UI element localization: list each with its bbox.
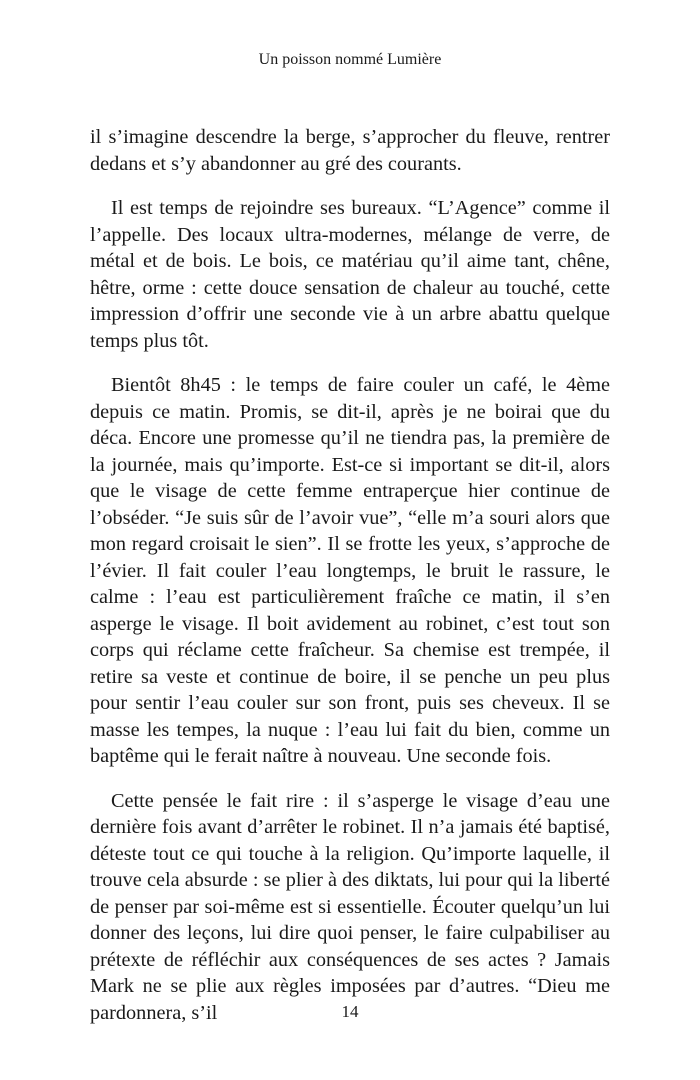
paragraph: Il est temps de rejoindre ses bureaux. “L’Agence” comme il l’appelle. Des locaux ultra-modernes, mélange de verre, de métal et de bois. Le bois, ce matériau qu’il aime tant, chêne, hêtre, orme : cette douce sensation de chaleur au touché, cette impression d’offrir une seconde vie à un arbre abattu quelque temps plus tôt. <box>90 197 610 352</box>
paragraph-continued: il s’imagine descendre la berge, s’approcher du fleuve, rentrer dedans et s’y abandonner au gré des courants. <box>90 126 610 175</box>
paragraph: Bientôt 8h45 : le temps de faire couler un café, le 4ème depuis ce matin. Promis, se dit-il, après je ne boirai que du déca. Encore une promesse qu’il ne tiendra pas, la première de la journée, mais qu’importe. Est-ce si important se dit-il, alors que le visage de cette femme entraperçue hier continue de l’obséder. “Je suis sûr de l’avoir vue”, “elle m’a souri alors que mon regard croisait le sien”. Il se frotte les yeux, s’approche de l’évier. Il fait couler l’eau longtemps, le bruit le rassure, le calme : l’eau est particulièrement fraîche ce matin, il s’en asperge le visage. Il boit avidement au robinet, c’est tout son corps qui réclame cette fraîcheur. Sa chemise est trempée, il retire sa veste et continue de boire, il se penche un peu plus pour sentir l’eau couler sur son front, puis ses cheveux. Il se masse les tempes, la nuque : l’eau lui fait du bien, comme un baptême qui le ferait naître à nouveau. Une seconde fois. <box>90 374 610 767</box>
running-title: Un poisson nommé Lumière <box>258 51 442 68</box>
paragraph: Cette pensée le fait rire : il s’asperge le visage d’eau une dernière fois avant d’arrêter le robinet. Il n’a jamais été baptisé, déteste tout ce qui touche à la religion. Qu’importe laquelle, il trouve cela absurde : se plier à des diktats, lui pour qui la liberté de penser par soi-même est si essentielle. Écouter quelqu’un lui donner des leçons, lui dire quoi penser, le faire culpabiliser au prétexte de réfléchir aux conséquences de ses actes ? Jamais Mark ne se plie aux règles imposées par d’autres. “Dieu me pardonnera, s’il <box>90 789 610 1024</box>
page-number: 14 <box>341 1002 359 1021</box>
body-text <box>90 124 610 1026</box>
